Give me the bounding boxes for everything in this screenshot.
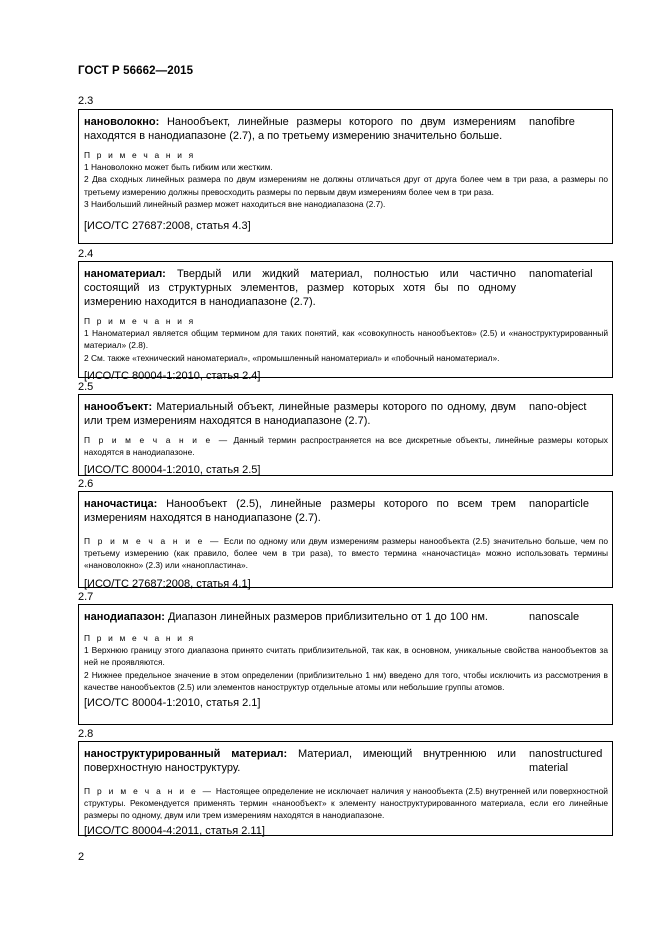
term-entry-nanofibre: [78, 109, 613, 244]
term: нанодиапазон:: [84, 611, 165, 623]
source-reference: [ИСО/ТС 80004-1:2010, статья 2.1]: [84, 697, 261, 710]
definition: Материальный объект, линейные размеры которого по одному, двум или трем измерениям находятся в нанодиапазоне (2.7).: [84, 401, 516, 427]
term: нановолокно:: [84, 116, 160, 128]
term-entry-nanoscale: [78, 604, 613, 725]
entry-number: 2.4: [78, 248, 94, 260]
notes: [84, 535, 608, 572]
notes-heading: П р и м е ч а н и е —: [84, 435, 230, 445]
definition: Твердый или жидкий материал, полностью или частично состоящий из структурных элементов, размер которых хотя бы по одному измерению находится в нанодиапазоне (2.7).: [84, 268, 516, 308]
definition: Нанообъект (2.5), линейные размеры которого по всем трем измерениям находятся в нанодиапазоне (2.7).: [84, 498, 516, 524]
term: нанообъект:: [84, 401, 153, 413]
notes-heading: П р и м е ч а н и я: [84, 316, 196, 326]
note: Настоящее определение не исключает наличия у нанообъекта (2.5) внутренней или поверхностной структуры. Рекомендуется применять термин «нанообъект» к элементу наноструктурированного материала, если его линейные размеры по одному, двум или трем измерениям находятся в нанодиапазоне.: [84, 786, 608, 821]
note: 1 Нановолокно может быть гибким или жестким.: [84, 162, 273, 173]
notes: [84, 315, 608, 364]
source-reference: [ИСО/ТС 80004-4:2011, статья 2.11]: [84, 824, 265, 837]
english-term: nanomaterial: [529, 268, 593, 280]
notes: [84, 632, 608, 693]
note: 1 Верхнюю границу этого диапазона принято считать приблизительной, так как, в основном, уникальные свойства нанообъектов за ней не проявляются.: [84, 645, 608, 668]
note: 2 См. также «технический наноматериал», «промышленный наноматериал» и «побочный наноматериал».: [84, 352, 500, 363]
term-entry-nanoparticle: [78, 491, 613, 588]
notes-heading: П р и м е ч а н и я: [84, 633, 196, 643]
note: 2 Два сходных линейных размера по двум измерениям не должны отличаться друг от друга более чем в три раза, а размеры по третьему измерению должны превосходить размеры по первым двум измерениям более чем в три раза.: [84, 174, 608, 197]
notes-heading: П р и м е ч а н и е —: [84, 536, 221, 546]
source-reference: [ИСО/ТС 27687:2008, статья 4.3]: [84, 220, 251, 233]
note: 1 Наноматериал является общим термином для таких понятий, как «совокупность нанообъектов» (2.5) и «наноструктурированный материал» (2.8).: [84, 328, 608, 351]
term-entry-nanostructured-material: [78, 741, 613, 836]
definition: Нанообъект, линейные размеры которого по двум измерениям находятся в нанодиапазоне (2.7), а по третьему измерению значительно больше.: [84, 116, 516, 142]
document-header: ГОСТ Р 56662—2015: [78, 65, 194, 77]
entry-number: 2.8: [78, 728, 94, 740]
english-term: nanostructured material: [529, 748, 603, 774]
english-term: nano-object: [529, 401, 587, 413]
term-entry-nanomaterial: [78, 261, 613, 382]
source-reference: [ИСО/ТС 80004-1:2010, статья 2.4]: [84, 369, 261, 382]
source-reference: [ИСО/ТС 27687:2008, статья 4.1]: [84, 577, 251, 590]
notes-heading: П р и м е ч а н и е —: [84, 786, 214, 796]
source-reference: [ИСО/ТС 80004-1:2010, статья 2.5]: [84, 464, 261, 477]
english-term: nanoparticle: [529, 498, 589, 510]
note: Данный термин распространяется на все дискретные объекты, линейные размеры которых находятся в нанодиапазоне.: [84, 435, 608, 458]
notes: [84, 434, 608, 458]
note: 3 Наибольший линейный размер может находиться вне нанодиапазона (2.7).: [84, 198, 386, 209]
notes: [84, 785, 608, 822]
notes: [84, 149, 608, 210]
definition: Диапазон линейных размеров приблизительно от 1 до 100 нм.: [164, 611, 488, 623]
term: наночастица:: [84, 498, 158, 510]
notes-heading: П р и м е ч а н и я: [84, 150, 196, 160]
definition: Материал, имеющий внутреннюю или поверхностную наноструктуру.: [84, 748, 516, 774]
entry-number: 2.5: [78, 381, 94, 393]
english-term: nanofibre: [529, 116, 575, 128]
page-number: 2: [78, 851, 85, 863]
english-term: nanoscale: [529, 611, 580, 623]
entry-number: 2.3: [78, 95, 94, 107]
note: Если по одному или двум измерениям размеры нанообъекта (2.5) значительно больше, чем по третьему измерению (как правило, более чем в три раза), то вместо термина «наночастица» можно использовать термины «нановолокно» (2.3) или «нанопластина».: [84, 536, 608, 571]
entry-number: 2.7: [78, 591, 94, 603]
note: 2 Нижнее предельное значение в этом определении (приблизительно 1 нм) введено для того, чтобы исключить из рассмотрения в качестве нанообъектов (2.5) или элементов наноструктур отдельные атомы или небольшие группы атомов.: [84, 669, 608, 692]
term: наноматериал:: [84, 268, 166, 280]
term-entry-nano-object: [78, 394, 613, 476]
entry-number: 2.6: [78, 478, 94, 490]
term: наноструктурированный материал:: [84, 748, 288, 760]
